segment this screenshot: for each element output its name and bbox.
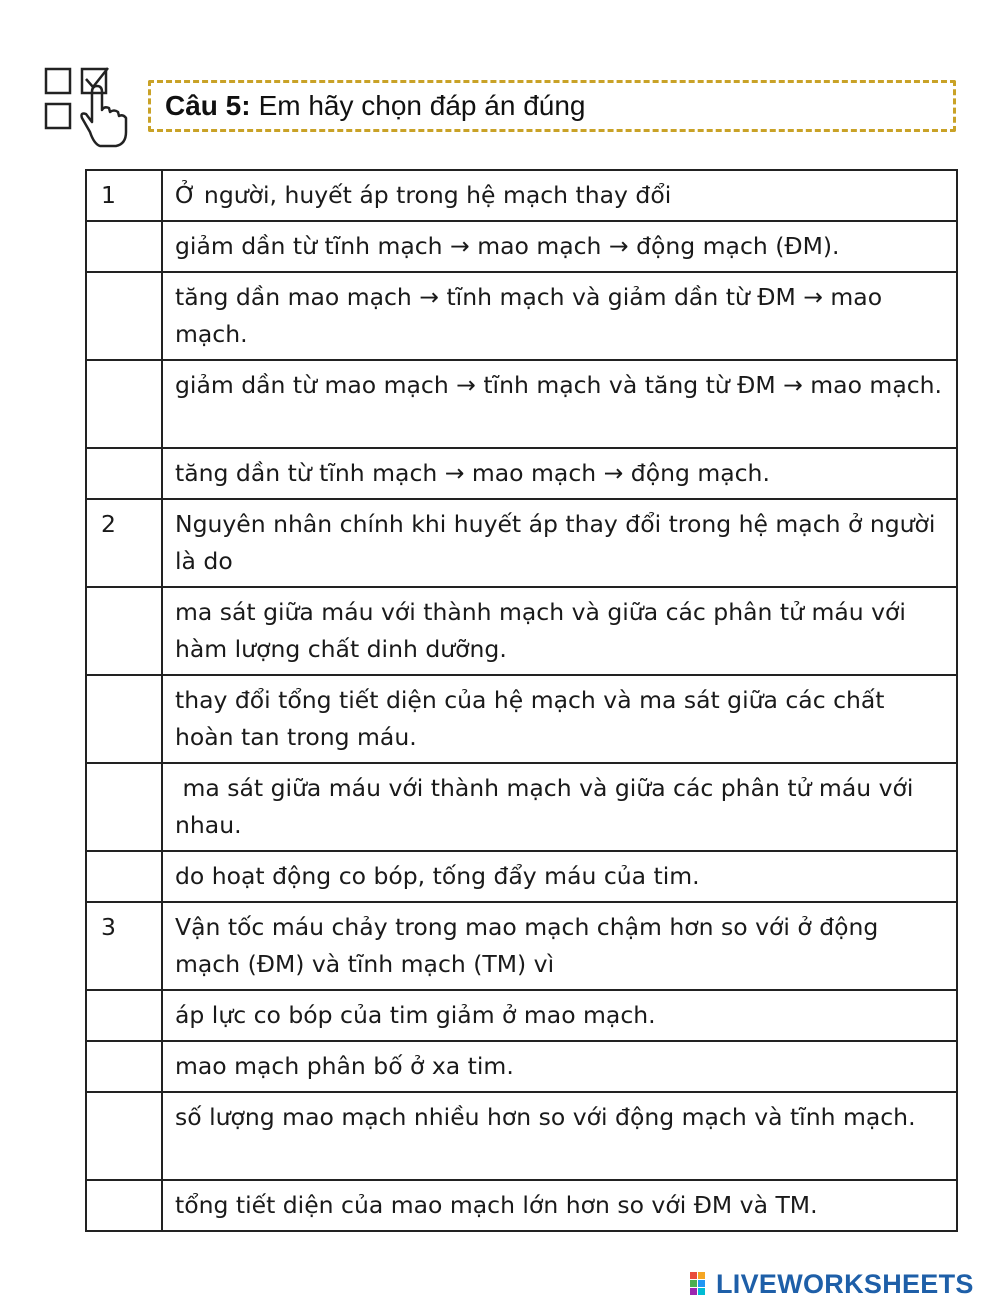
table-row[interactable] <box>86 221 957 272</box>
checklist-touch-icon <box>44 66 130 148</box>
question-text: Ở người, huyết áp trong hệ mạch thay đổi <box>162 170 957 221</box>
quiz-table <box>85 169 958 1232</box>
liveworksheets-brand[interactable] <box>690 1266 990 1302</box>
answer-select-cell[interactable] <box>86 851 162 902</box>
table-row[interactable] <box>86 990 957 1041</box>
answer-select-cell[interactable] <box>86 990 162 1041</box>
table-row <box>86 170 957 221</box>
answer-option[interactable]: tăng dần từ tĩnh mạch → mao mạch → động mạch. <box>162 448 957 499</box>
table-row <box>86 499 957 587</box>
answer-option[interactable]: giảm dần từ tĩnh mạch → mao mạch → động mạch (ĐM). <box>162 221 957 272</box>
brand-name: LIVEWORKSHEETS <box>716 1268 974 1299</box>
answer-select-cell[interactable] <box>86 763 162 851</box>
answer-select-cell[interactable] <box>86 1180 162 1231</box>
answer-option[interactable]: giảm dần từ mao mạch → tĩnh mạch và tăng từ ĐM → mao mạch. <box>162 360 957 448</box>
answer-option[interactable]: số lượng mao mạch nhiều hơn so với động mạch và tĩnh mạch. <box>162 1092 957 1180</box>
table-row[interactable] <box>86 1180 957 1231</box>
answer-select-cell[interactable] <box>86 675 162 763</box>
answer-select-cell[interactable] <box>86 221 162 272</box>
table-row[interactable] <box>86 272 957 360</box>
answer-select-cell[interactable] <box>86 1041 162 1092</box>
table-row <box>86 902 957 990</box>
answer-select-cell[interactable] <box>86 272 162 360</box>
answer-option[interactable]: tổng tiết diện của mao mạch lớn hơn so với ĐM và TM. <box>162 1180 957 1231</box>
row-number: 3 <box>86 902 162 990</box>
answer-option[interactable]: do hoạt động co bóp, tống đẩy máu của tim. <box>162 851 957 902</box>
answer-option[interactable]: ma sát giữa máu với thành mạch và giữa các phân tử máu với hàm lượng chất dinh dưỡng. <box>162 587 957 675</box>
answer-select-cell[interactable] <box>86 587 162 675</box>
answer-select-cell[interactable] <box>86 1092 162 1180</box>
table-row[interactable] <box>86 763 957 851</box>
answer-option[interactable]: ma sát giữa máu với thành mạch và giữa các phân tử máu với nhau. <box>162 763 957 851</box>
liveworksheets-logo-icon <box>690 1271 714 1297</box>
table-row[interactable] <box>86 360 957 448</box>
table-row[interactable] <box>86 1041 957 1092</box>
row-number: 1 <box>86 170 162 221</box>
answer-option[interactable]: thay đổi tổng tiết diện của hệ mạch và ma sát giữa các chất hoàn tan trong máu. <box>162 675 957 763</box>
table-row[interactable] <box>86 448 957 499</box>
answer-option[interactable]: mao mạch phân bố ở xa tim. <box>162 1041 957 1092</box>
table-row[interactable] <box>86 587 957 675</box>
question-text: Nguyên nhân chính khi huyết áp thay đổi trong hệ mạch ở người là do <box>162 499 957 587</box>
answer-option[interactable]: áp lực co bóp của tim giảm ở mao mạch. <box>162 990 957 1041</box>
table-row[interactable] <box>86 675 957 763</box>
row-number: 2 <box>86 499 162 587</box>
answer-select-cell[interactable] <box>86 360 162 448</box>
table-row[interactable] <box>86 1092 957 1180</box>
table-row[interactable] <box>86 851 957 902</box>
question-header <box>148 80 956 132</box>
answer-select-cell[interactable] <box>86 448 162 499</box>
question-number: Câu 5: <box>165 90 251 121</box>
answer-option[interactable]: tăng dần mao mạch → tĩnh mạch và giảm dần từ ĐM → mao mạch. <box>162 272 957 360</box>
question-text: Vận tốc máu chảy trong mao mạch chậm hơn so với ở động mạch (ĐM) và tĩnh mạch (TM) vì <box>162 902 957 990</box>
question-instruction: Em hãy chọn đáp án đúng <box>258 90 586 121</box>
